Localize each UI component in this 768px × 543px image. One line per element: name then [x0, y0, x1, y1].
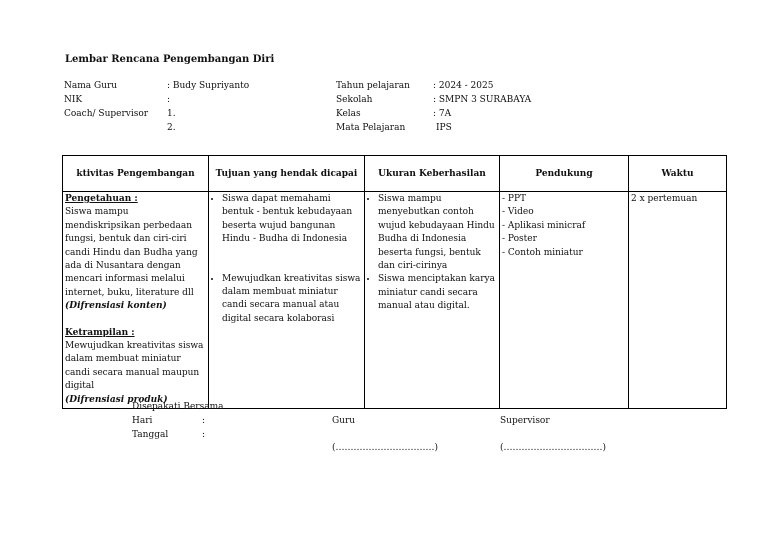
ketrampilan-heading: Ketrampilan :: [65, 327, 135, 338]
header-waktu: Waktu: [629, 156, 727, 192]
pengetahuan-heading: Pengetahuan :: [65, 194, 138, 204]
header-tujuan: Tujuan yang hendak dicapai: [209, 156, 365, 192]
cell-tujuan: [209, 192, 365, 409]
supervisor-signature-line: (……………………………): [500, 443, 607, 453]
tujuan-list-2: [211, 273, 362, 327]
list-item: - Poster: [502, 234, 537, 245]
header-aktivitas: ktivitas Pengembangan: [63, 156, 209, 192]
tanggal-colon: :: [202, 430, 206, 440]
ketrampilan-note: (Difrensiasi produk): [65, 394, 168, 405]
list-item: • Siswa mampu menyebutkan contoh wujud kebudayaan Hindu Budha di Indonesia beserta fungsi, bentuk dan ciri-cirinya: [378, 193, 497, 273]
tanggal-label: Tanggal: [132, 430, 169, 440]
list-item: • Mewujudkan kreativitas siswa dalam membuat miniatur candi secara manual atau digital secara kolaborasi: [222, 273, 362, 327]
pengetahuan-text: Siswa mampu mendiskripsikan perbedaan fungsi, bentuk dan ciri-ciri candi Hindu dan Budha yang ada di Nusantara dengan mencari informasi melalui internet, buku, literature dll: [65, 207, 198, 298]
header-ukuran: Ukuran Keberhasilan: [365, 156, 500, 192]
list-item: - Contoh miniatur: [502, 247, 583, 258]
label-coach-supervisor: Coach/ Supervisor: [64, 109, 149, 119]
hari-colon: :: [202, 416, 206, 426]
hari-label: Hari: [132, 416, 153, 426]
table-row: [63, 192, 727, 409]
list-item: - Video: [502, 207, 534, 218]
pengetahuan-note: (Difrensiasi konten): [65, 301, 167, 312]
value-nama-guru: : Budy Supriyanto: [167, 81, 250, 91]
list-item: - Aplikasi minicraf: [502, 220, 586, 231]
value-tahun-pelajaran: : 2024 - 2025: [433, 81, 494, 91]
label-kelas: Kelas: [336, 109, 361, 119]
list-item: • Siswa dapat memahami bentuk - bentuk kebudayaan beserta wujud bangunan Hindu - Budha di Indonesia: [222, 193, 362, 247]
label-mata-pelajaran: Mata Pelajaran: [336, 123, 406, 133]
development-plan-table: [62, 155, 727, 409]
table-header-row: [63, 156, 727, 192]
supervisor-label: Supervisor: [500, 416, 550, 426]
value-nik: :: [167, 95, 171, 105]
guru-signature-line: (……………………………): [332, 443, 439, 453]
cell-ukuran: [365, 192, 500, 409]
agreed-label: Disepakati Bersama: [132, 402, 224, 412]
pendukung-list: [502, 193, 626, 260]
value-coach-1: 1.: [167, 109, 176, 119]
ukuran-list: [367, 193, 497, 314]
cell-pendukung: [500, 192, 629, 409]
value-sekolah: : SMPN 3 SURABAYA: [433, 95, 532, 105]
list-item: - PPT: [502, 194, 527, 204]
value-kelas: : 7A: [433, 109, 452, 119]
label-sekolah: Sekolah: [336, 95, 373, 105]
document-title: Lembar Rencana Pengembangan Diri: [65, 54, 275, 65]
cell-waktu: 2 x pertemuan: [629, 192, 727, 409]
label-nik: NIK: [64, 95, 83, 105]
value-mata-pelajaran: IPS: [436, 123, 452, 133]
guru-label: Guru: [332, 416, 356, 426]
ketrampilan-text: Mewujudkan kreativitas siswa dalam membuat miniatur candi secara manual maupun digital: [65, 341, 204, 392]
list-item: • Siswa menciptakan karya miniatur candi secara manual atau digital.: [378, 273, 497, 313]
cell-aktivitas: [63, 192, 209, 409]
label-tahun-pelajaran: Tahun pelajaran: [336, 81, 410, 91]
value-coach-2: 2.: [167, 123, 176, 133]
label-nama-guru: Nama Guru: [64, 81, 118, 91]
header-pendukung: Pendukung: [500, 156, 629, 192]
tujuan-list: [211, 193, 362, 247]
